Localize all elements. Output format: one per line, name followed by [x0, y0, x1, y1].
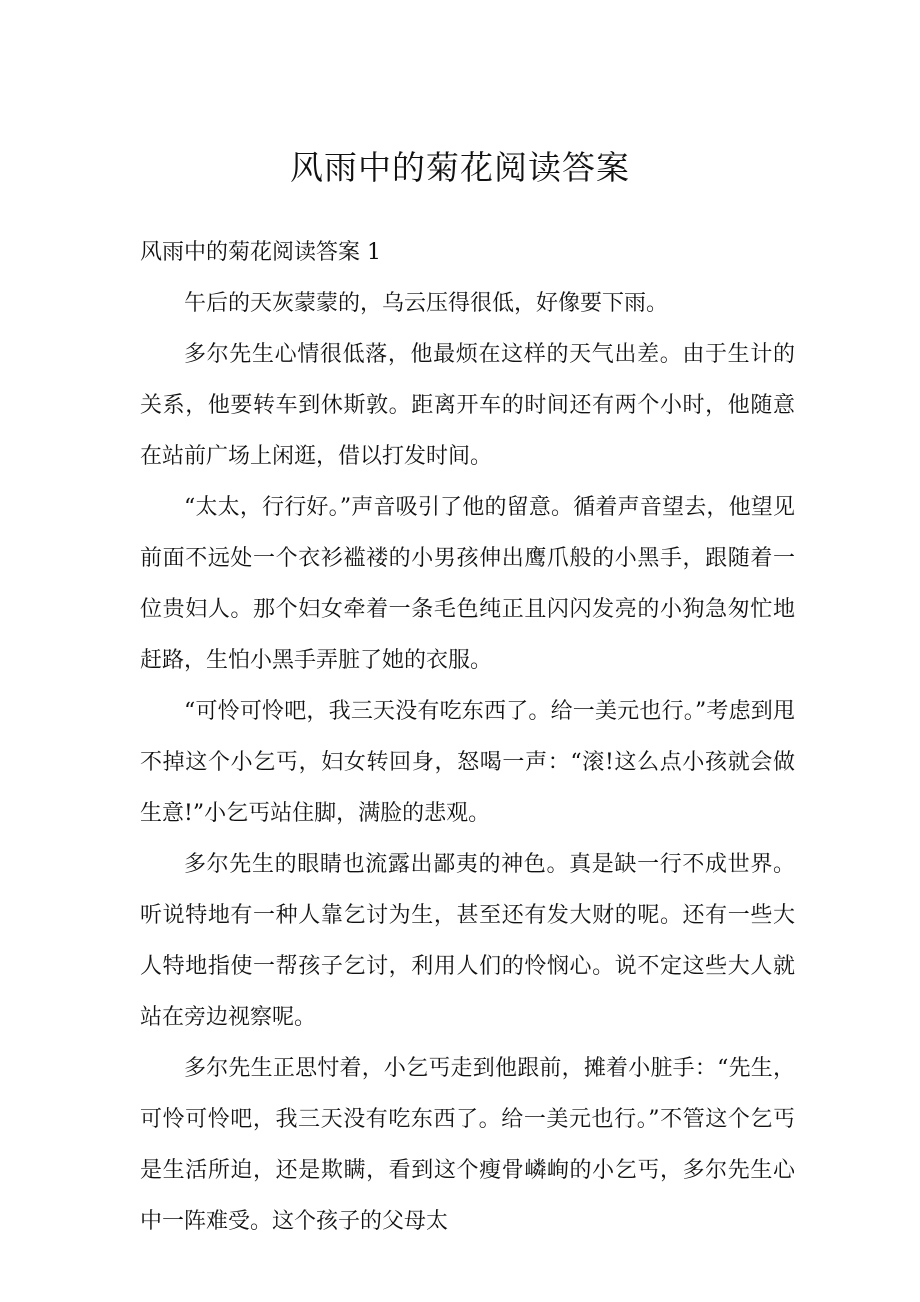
- paragraph-3: “太太，行行好。”声音吸引了他的留意。循着声音望去，他望见前面不远处一个衣衫褴褛的小男孩伸出鹰爪般的小黑手，跟随着一位贵妇人。那个妇女牵着一条毛色纯正且闪闪发亮的小狗急匆忙地赶路，生怕小黑手弄脏了她的衣服。: [140, 495, 795, 673]
- paragraph-1: 午后的天灰蒙蒙的，乌云压得很低，好像要下雨。: [184, 291, 669, 316]
- paragraph-5: 多尔先生的眼睛也流露出鄙夷的神色。真是缺一行不成世界。听说特地有一种人靠乞讨为生，甚至还有发大财的呢。还有一些大人特地指使一帮孩子乞讨，利用人们的怜悯心。说不定这些大人就站在旁边视察呢。: [140, 852, 795, 1030]
- article-body: [140, 228, 795, 1247]
- paragraph-6: 多尔先生正思忖着，小乞丐走到他跟前，摊着小脏手：“先生，可怜可怜吧，我三天没有吃东西了。给一美元也行。”不管这个乞丐是生活所迫，还是欺瞒，看到这个瘦骨嶙峋的小乞丐，多尔先生心中一阵难受。这个孩子的父母太: [140, 1056, 795, 1234]
- paragraph-4: “可怜可怜吧，我三天没有吃东西了。给一美元也行。”考虑到甩不掉这个小乞丐，妇女转回身，怒喝一声：“滚!这么点小孩就会做生意!”小乞丐站住脚，满脸的悲观。: [140, 699, 795, 826]
- section-heading: 风雨中的菊花阅读答案 1: [140, 240, 381, 265]
- document-title: 风雨中的菊花阅读答案: [290, 148, 630, 187]
- paragraph-2: 多尔先生心情很低落，他最烦在这样的天气出差。由于生计的关系，他要转车到休斯敦。距离开车的时间还有两个小时，他随意在站前广场上闲逛，借以打发时间。: [140, 342, 795, 469]
